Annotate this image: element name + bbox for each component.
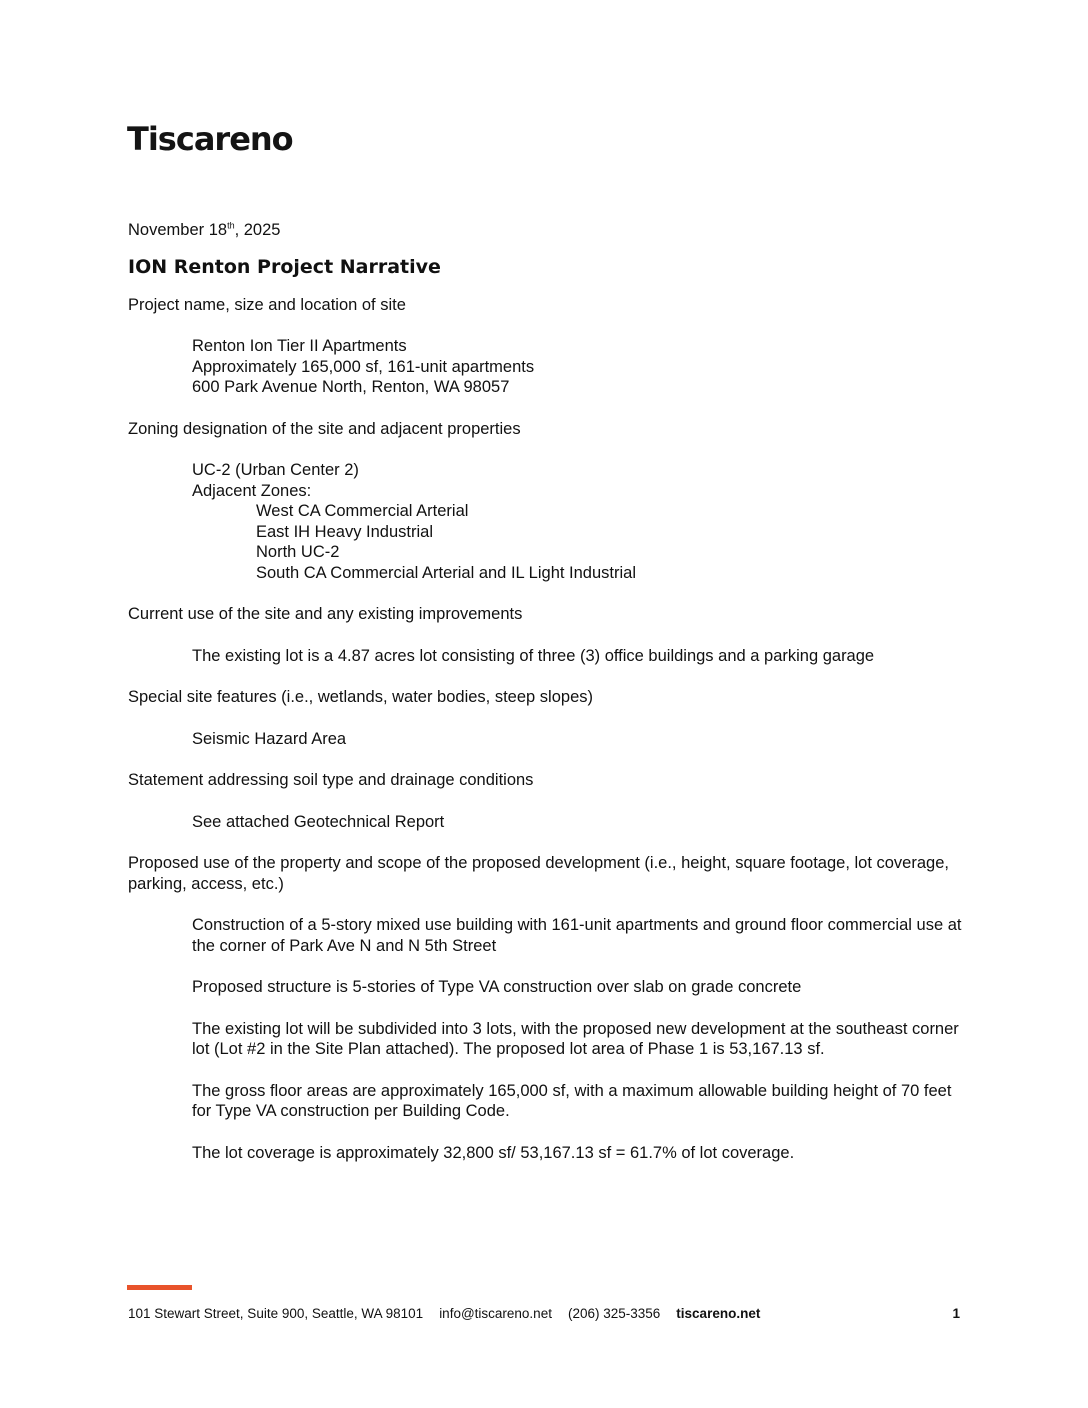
- project-size: Approximately 165,000 sf, 161-unit apartments: [192, 357, 535, 376]
- date-day: November 18: [128, 221, 228, 239]
- date-year: , 2025: [234, 221, 281, 239]
- document-body: [128, 220, 968, 1163]
- date-suffix: th: [227, 220, 235, 231]
- section-heading-special: Special site features (i.e., wetlands, water bodies, steep slopes): [128, 688, 593, 706]
- footer-website[interactable]: tiscareno.net: [676, 1306, 761, 1321]
- footer-accent-bar: [127, 1285, 192, 1290]
- adjacent-zones-label: Adjacent Zones:: [192, 481, 312, 500]
- document-title: ION Renton Project Narrative: [128, 255, 441, 278]
- section-heading-proposed: Proposed use of the property and scope of the proposed development (i.e., height, square footage, lot coverage, parking, access, etc.): [128, 854, 949, 893]
- company-logo: Tiscareno: [127, 120, 293, 158]
- page-number: 1: [952, 1306, 960, 1321]
- footer-phone: (206) 325-3356: [567, 1306, 661, 1321]
- adjacent-zone-south: South CA Commercial Arterial and IL Light Industrial: [256, 563, 636, 582]
- document-date: [128, 220, 968, 241]
- proposed-paragraph: Construction of a 5-story mixed use building with 161-unit apartments and ground floor commercial use at the corner of Park Ave N and N 5th Street: [192, 916, 962, 955]
- soil-text: See attached Geotechnical Report: [192, 812, 445, 831]
- footer-email[interactable]: info@tiscareno.net: [439, 1306, 552, 1321]
- proposed-paragraph: Proposed structure is 5-stories of Type VA construction over slab on grade concrete: [192, 978, 802, 996]
- proposed-paragraph: The gross floor areas are approximately 165,000 sf, with a maximum allowable building height of 70 feet for Type VA construction per Building Code.: [192, 1081, 952, 1120]
- current-use-text: The existing lot is a 4.87 acres lot consisting of three (3) office buildings and a parking garage: [192, 646, 875, 665]
- footer: [128, 1306, 960, 1321]
- adjacent-zone-north: North UC-2: [256, 543, 340, 561]
- project-name: Renton Ion Tier II Apartments: [192, 337, 407, 355]
- section-heading-soil: Statement addressing soil type and drainage conditions: [128, 771, 534, 789]
- zoning-designation: UC-2 (Urban Center 2): [192, 461, 359, 479]
- proposed-paragraph: The lot coverage is approximately 32,800 sf/ 53,167.13 sf = 61.7% of lot coverage.: [192, 1143, 795, 1162]
- section-heading-zoning: Zoning designation of the site and adjacent properties: [128, 419, 521, 438]
- adjacent-zone-west: West CA Commercial Arterial: [256, 502, 469, 520]
- proposed-paragraph: The existing lot will be subdivided into 3 lots, with the proposed new development at the southeast corner lot (Lot #2 in the Site Plan attached). The proposed lot area of Phase 1 is 53,167.13 sf.: [192, 1019, 959, 1058]
- section-heading-current: Current use of the site and any existing improvements: [128, 605, 523, 623]
- section-heading-project: Project name, size and location of site: [128, 295, 406, 314]
- special-features-text: Seismic Hazard Area: [192, 729, 347, 748]
- project-location: 600 Park Avenue North, Renton, WA 98057: [192, 378, 510, 396]
- adjacent-zone-east: East IH Heavy Industrial: [256, 522, 433, 541]
- footer-address: 101 Stewart Street, Suite 900, Seattle, WA 98101: [128, 1306, 424, 1321]
